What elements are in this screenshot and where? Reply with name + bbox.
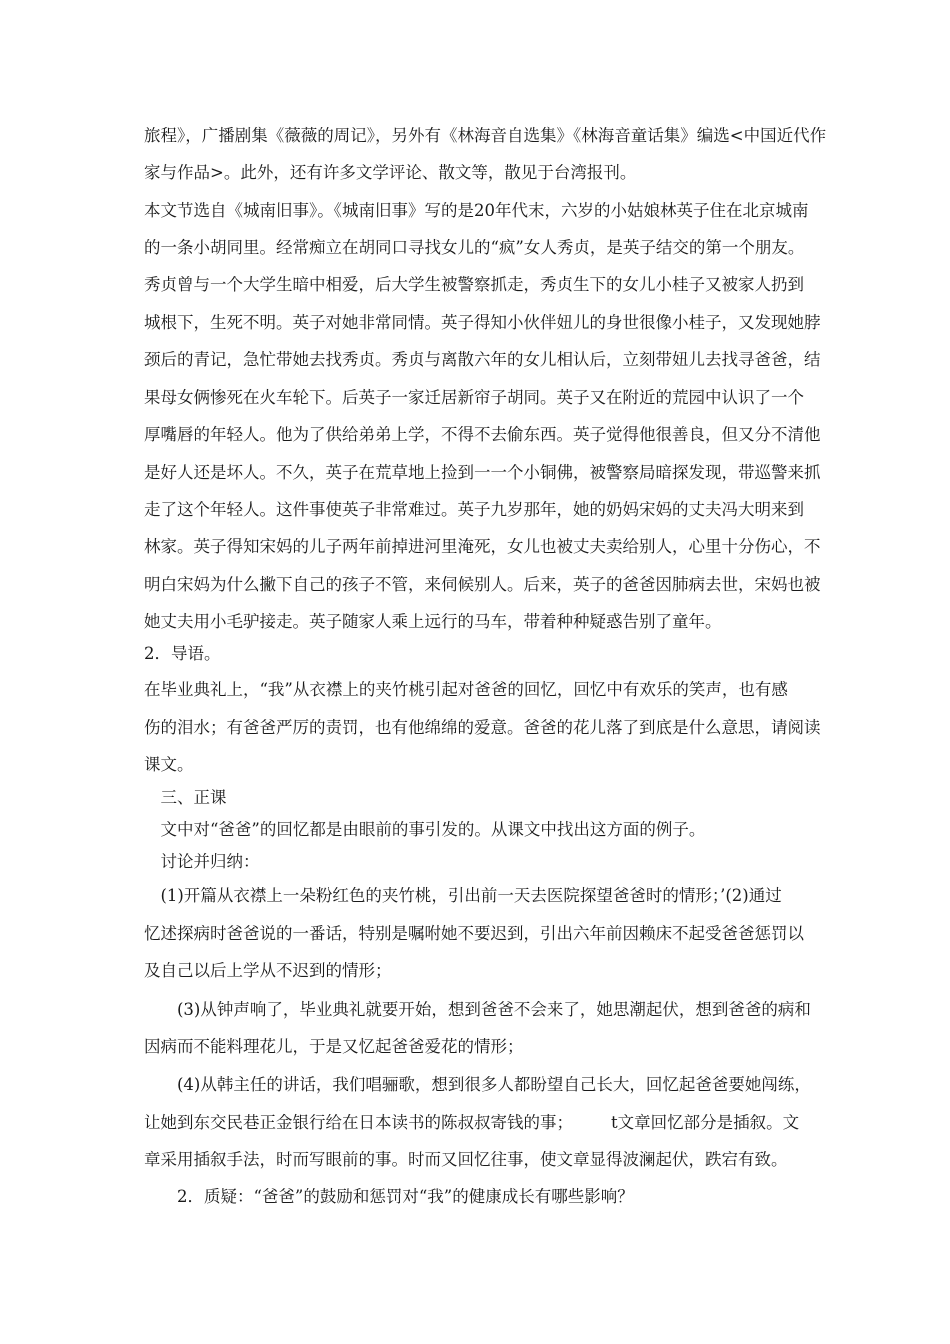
- text-line: 课文。: [144, 755, 194, 774]
- text-line: (3)从钟声响了，毕业典礼就要开始，想到爸爸不会来了，她思潮起伏，想到爸爸的病和: [144, 1000, 811, 1019]
- text-line: 她丈夫用小毛驴接走。英子随家人乘上远行的马车，带着种种疑惑告别了童年。: [144, 612, 722, 631]
- section-heading: 2．导语。: [144, 644, 221, 663]
- text-line: 章采用插叙手法，时而写眼前的事。时而又回忆往事，使文章显得波澜起伏，跌宕有致。: [144, 1150, 788, 1169]
- text-line: 城根下，生死不明。英子对她非常同情。英子得知小伙伴妞儿的身世很像小桂子，又发现她脖: [144, 313, 821, 332]
- text-line: 走了这个年轻人。这件事使英子非常难过。英子九岁那年，她的奶妈宋妈的丈夫冯大明来到: [144, 500, 804, 519]
- text-line: 厚嘴唇的年轻人。他为了供给弟弟上学，不得不去偷东西。英子觉得他很善良，但又分不清他: [144, 425, 821, 444]
- question-line: 2．质疑：“爸爸”的鼓励和惩罚对“我”的健康成长有哪些影响？: [144, 1187, 634, 1206]
- text-line: 因病而不能料理花儿，于是又忆起爸爸爱花的情形；: [144, 1037, 524, 1056]
- text-line: 颈后的青记，急忙带她去找秀贞。秀贞与离散六年的女儿相认后，立刻带妞儿去找寻爸爸，结: [144, 350, 821, 369]
- text-line: 明白宋妈为什么撇下自己的孩子不管，来伺候别人。后来，英子的爸爸因肺病去世，宋妈也被: [144, 575, 821, 594]
- text-line-part: 让她到东交民巷正金银行给在日本读书的陈叔叔寄钱的事；: [144, 1113, 573, 1132]
- text-line: 秀贞曾与一个大学生暗中相爱，后大学生被警察抓走，秀贞生下的女儿小桂子又被家人扔到: [144, 275, 804, 294]
- text-line-part: t文章回忆部分是插叙。文: [611, 1113, 800, 1132]
- text-line: 及自己以后上学从不迟到的情形；: [144, 961, 392, 980]
- text-line: 果母女俩惨死在火车轮下。后英子一家迁居新帘子胡同。英子又在附近的荒园中认识了一个: [144, 388, 804, 407]
- text-line: 是好人还是坏人。不久，英子在荒草地上捡到一一个小铜佛，被警察局暗探发现，带巡警来抓: [144, 463, 821, 482]
- text-line: 的一条小胡同里。经常痴立在胡同口寻找女儿的“疯”女人秀贞，是英子结交的第一个朋友。: [144, 238, 805, 257]
- text-line: 讨论并归纳：: [144, 852, 260, 871]
- text-line: 文中对“爸爸”的回忆都是由眼前的事引发的。从课文中找出这方面的例子。: [144, 820, 706, 839]
- text-line: 旅程》，广播剧集《薇薇的周记》，另外有《林海音自选集》《林海音童话集》编选<中国近代作: [144, 126, 827, 145]
- text-line: [144, 1113, 824, 1133]
- text-line: 本文节选自《城南旧事》。《城南旧事》写的是20年代末，六岁的小姑娘林英子住在北京城南: [144, 201, 809, 220]
- section-heading: 三、正课: [144, 788, 227, 807]
- text-line: (1)开篇从衣襟上一朵粉红色的夹竹桃，引出前一天去医院探望爸爸时的情形；’(2)通过: [144, 886, 782, 905]
- text-line: (4)从韩主任的讲话，我们唱骊歌，想到很多人都盼望自己长大，回忆起爸爸要她闯练，: [144, 1075, 811, 1094]
- text-line: 家与作品>。此外，还有许多文学评论、散文等，散见于台湾报刊。: [144, 163, 637, 182]
- text-line: 在毕业典礼上，“我”从衣襟上的夹竹桃引起对爸爸的回忆，回忆中有欢乐的笑声，也有感: [144, 680, 788, 699]
- text-line: 伤的泪水；有爸爸严厉的责罚，也有他绵绵的爱意。爸爸的花儿落了到底是什么意思，请阅读: [144, 718, 821, 737]
- text-line: 忆述探病时爸爸说的一番话，特别是嘱咐她不要迟到，引出六年前因赖床不起受爸爸惩罚以: [144, 924, 804, 943]
- text-line: 林家。英子得知宋妈的儿子两年前掉进河里淹死，女儿也被丈夫卖给别人，心里十分伤心，不: [144, 537, 821, 556]
